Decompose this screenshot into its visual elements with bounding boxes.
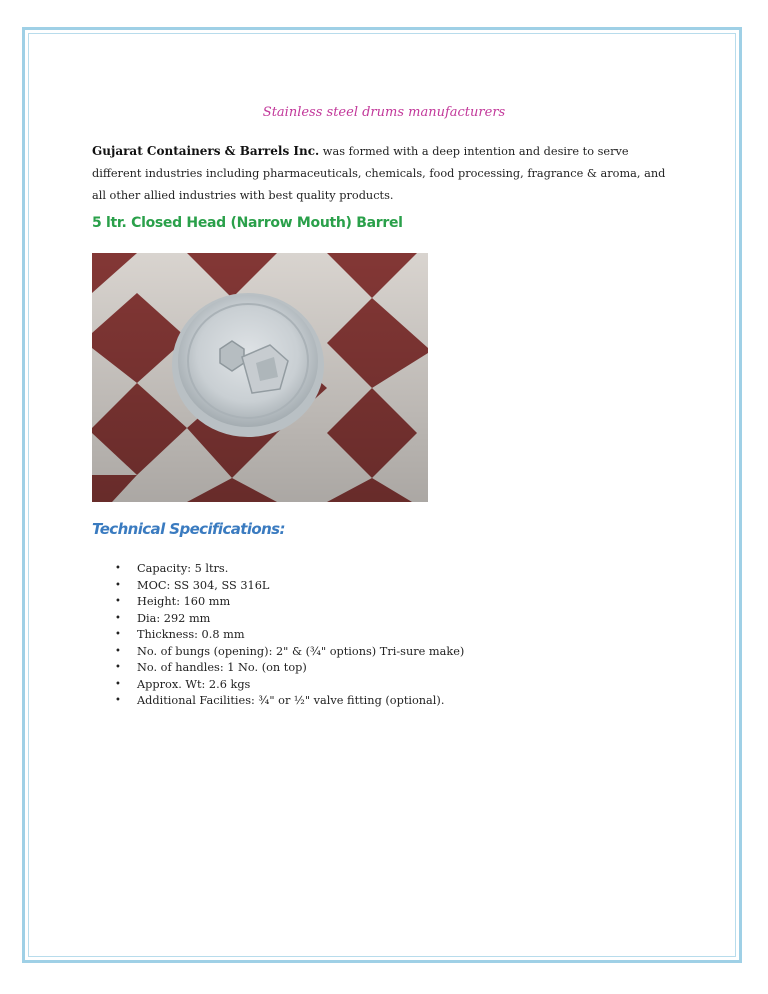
bullet-icon: • [115,596,121,607]
bullet-icon: • [115,695,121,706]
list-item: • Thickness: 0.8 mm [113,627,464,644]
intro-paragraph [92,140,672,207]
list-item: • Dia: 292 mm [113,611,464,628]
page-title: Stainless steel drums manufacturers [262,105,506,120]
intro-text: was formed with a deep intention and desire to serve different industries including pharmaceuticals, chemicals, food processing, fragrance & aroma, and all other allied industries with best quality products. [92,145,666,202]
list-item: • MOC: SS 304, SS 316L [113,578,464,595]
list-item: • Additional Facilities: ¾" or ½" valve fitting (optional). [113,693,464,710]
bullet-icon: • [115,612,121,624]
product-photo [92,253,428,502]
bullet-icon: • [115,678,121,690]
list-item: • Height: 160 mm [113,594,464,611]
product-heading: 5 ltr. Closed Head (Narrow Mouth) Barrel [92,215,403,231]
spec-heading: Technical Specifications: [92,520,285,538]
list-item: • No. of bungs (opening): 2" & (¾" options) Tri-sure make) [113,644,464,661]
barrel-photo-image [92,253,428,502]
bullet-icon: • [115,645,121,657]
bullet-icon: • [115,563,121,574]
company-name: Gujarat Containers & Barrels Inc. [92,144,320,158]
list-item: • Approx. Wt: 2.6 kgs [113,677,464,694]
bullet-icon: • [115,579,121,591]
list-item: • Capacity: 5 ltrs. [113,561,464,578]
bullet-icon: • [115,662,121,673]
spec-list [113,561,464,710]
bullet-icon: • [115,629,121,640]
list-item: • No. of handles: 1 No. (on top) [113,660,464,677]
